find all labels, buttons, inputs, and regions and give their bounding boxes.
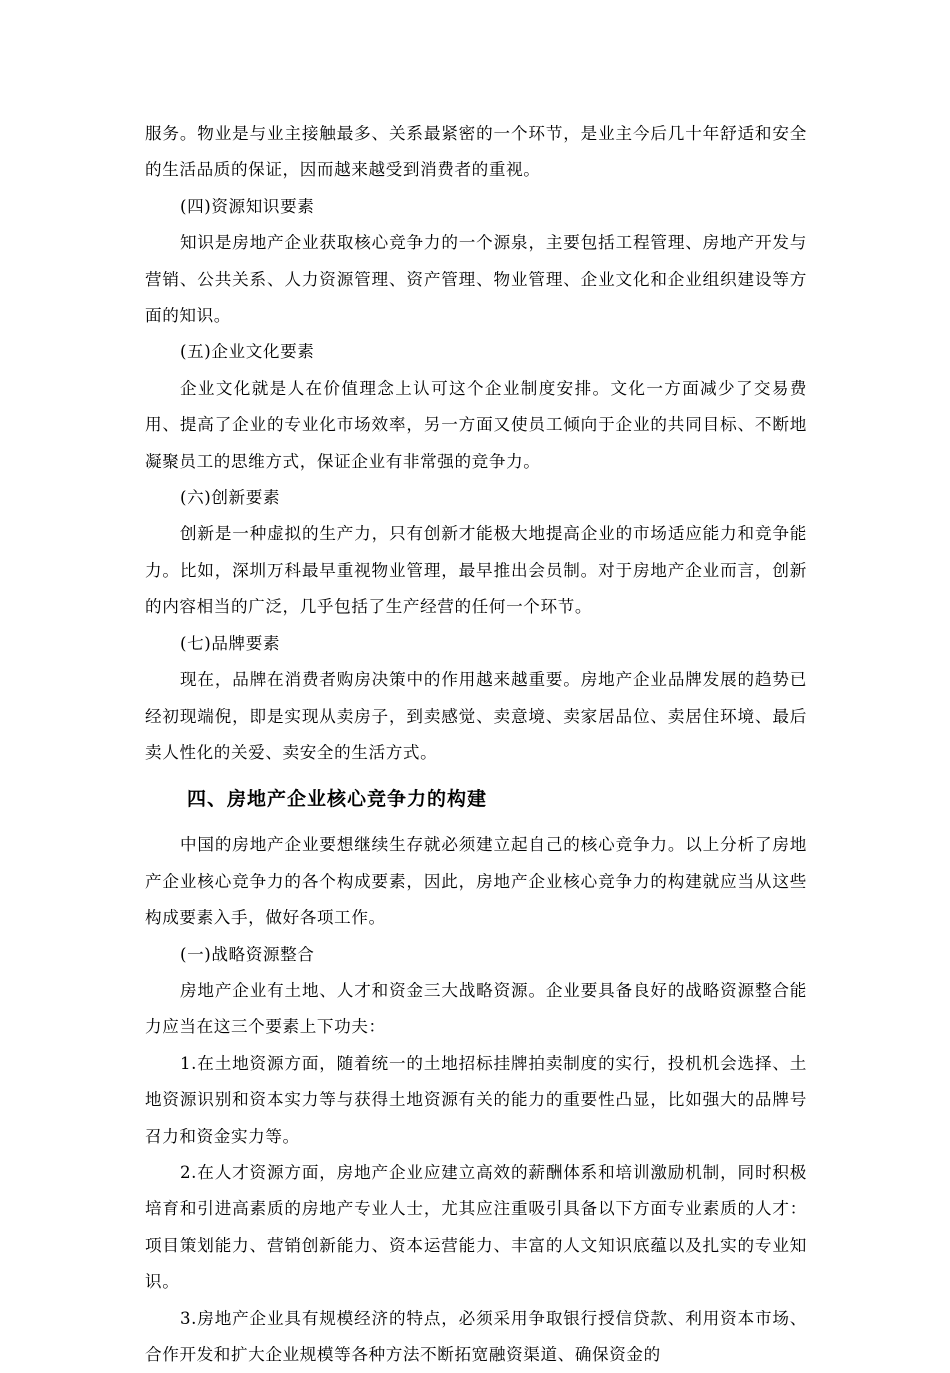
subheading-brand: (七)品牌要素 xyxy=(180,633,281,653)
paragraph-strategic-resources: 房地产企业有土地、人才和资金三大战略资源。企业要具备良好的战略资源整合能力应当在这三个要素上下功夫： xyxy=(145,980,807,1037)
list-item-capital-resources: 3.房地产企业具有规模经济的特点，必须采用争取银行授信贷款、利用资本市场、合作开发和扩大企业规模等各种方法不断拓宽融资渠道、确保资金的 xyxy=(145,1308,807,1364)
subheading-strategic-resources: (一)战略资源整合 xyxy=(180,944,315,964)
paragraph-brand: 现在，品牌在消费者购房决策中的作用越来越重要。房地产企业品牌发展的趋势已经初现端倪，即是实现从卖房子，到卖感觉、卖意境、卖家居品位、卖居住环境、最后卖人性化的关爱、卖安全的生活方式。 xyxy=(145,670,807,762)
subheading-corporate-culture: (五)企业文化要素 xyxy=(180,342,315,362)
paragraph-corporate-culture: 企业文化就是人在价值理念上认可这个企业制度安排。文化一方面减少了交易费用、提高了企业的专业化市场效率，另一方面又使员工倾向于企业的共同目标、不断地凝聚员工的思维方式，保证企业有非常强的竞争力。 xyxy=(145,378,807,471)
subheading-resource-knowledge: (四)资源知识要素 xyxy=(180,196,315,216)
section-heading-construction: 四、房地产企业核心竞争力的构建 xyxy=(187,788,488,811)
subheading-innovation: (六)创新要素 xyxy=(180,488,281,508)
list-item-land-resources: 1.在土地资源方面，随着统一的土地招标挂牌拍卖制度的实行，投机机会选择、土地资源识别和资本实力等与获得土地资源有关的能力的重要性凸显，比如强大的品牌号召力和资金实力等。 xyxy=(145,1053,807,1146)
document-page xyxy=(145,116,807,1373)
list-item-talent-resources: 2.在人才资源方面，房地产企业应建立高效的薪酬体系和培训激励机制，同时积极培育和引进高素质的房地产专业人士，尤其应注重吸引具备以下方面专业素质的人才：项目策划能力、营销创新能力、资本运营能力、丰富的人文知识底蕴以及扎实的专业知识。 xyxy=(145,1162,807,1292)
paragraph-construction-intro: 中国的房地产企业要想继续生存就必须建立起自己的核心竞争力。以上分析了房地产企业核心竞争力的各个构成要素，因此，房地产企业核心竞争力的构建就应当从这些构成要素入手，做好各项工作。 xyxy=(145,835,807,928)
paragraph-innovation: 创新是一种虚拟的生产力，只有创新才能极大地提高企业的市场适应能力和竞争能力。比如，深圳万科最早重视物业管理，最早推出会员制。对于房地产企业而言，创新的内容相当的广泛，几乎包括了生产经营的任何一个环节。 xyxy=(145,524,807,617)
paragraph-knowledge: 知识是房地产企业获取核心竞争力的一个源泉，主要包括工程管理、房地产开发与营销、公共关系、人力资源管理、资产管理、物业管理、企业文化和企业组织建设等方面的知识。 xyxy=(145,233,807,326)
paragraph-property-service-cont: 服务。物业是与业主接触最多、关系最紧密的一个环节，是业主今后几十年舒适和安全的生活品质的保证，因而越来越受到消费者的重视。 xyxy=(145,124,807,180)
